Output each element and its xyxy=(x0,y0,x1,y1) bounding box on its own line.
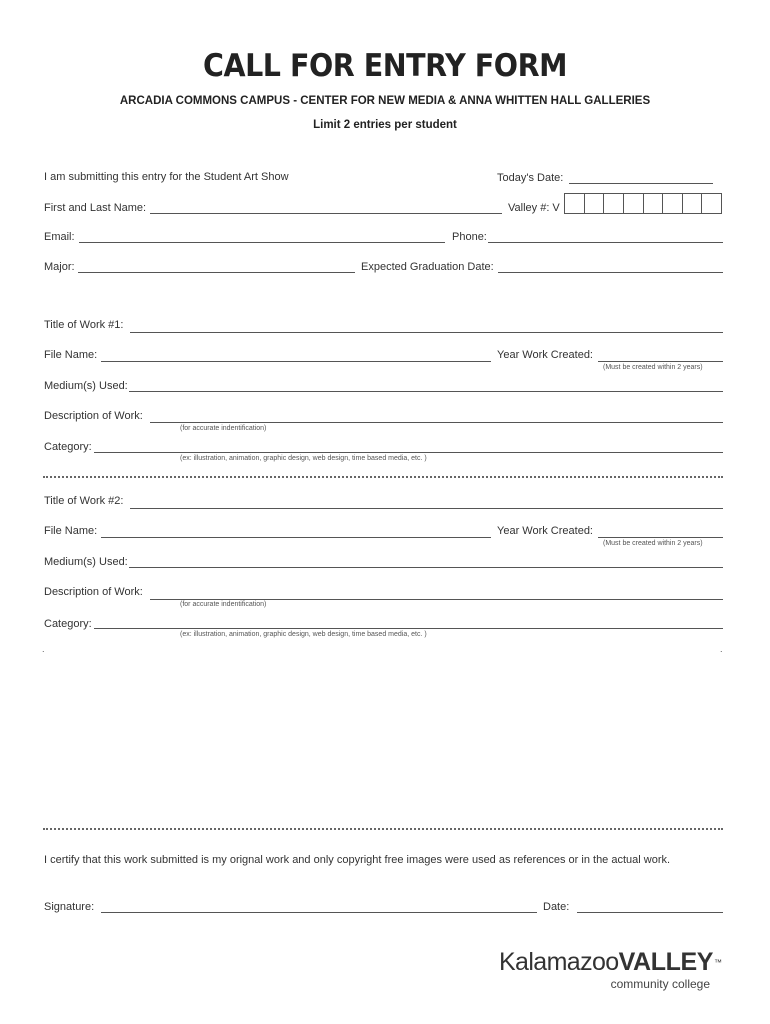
phone-field[interactable] xyxy=(488,242,723,243)
phone-label: Phone: xyxy=(452,231,487,243)
email-label: Email: xyxy=(44,231,75,243)
category-2-label: Category: xyxy=(44,618,92,630)
section-divider xyxy=(43,828,723,830)
description-2-field[interactable] xyxy=(150,599,723,600)
signature-date-label: Date: xyxy=(543,901,570,913)
todays-date-field[interactable] xyxy=(569,183,713,184)
valley-digit-box[interactable] xyxy=(603,194,623,213)
logo-wordmark xyxy=(499,950,722,975)
valley-digit-box[interactable] xyxy=(662,194,682,213)
category-2-field[interactable] xyxy=(94,628,723,629)
file-name-2-field[interactable] xyxy=(101,537,491,538)
corner-mark-right: . xyxy=(720,644,723,654)
signature-field[interactable] xyxy=(101,912,537,913)
description-2-note: (for accurate indentification) xyxy=(180,601,267,608)
graduation-date-label: Expected Graduation Date: xyxy=(361,261,494,273)
title-of-work-1-label: Title of Work #1: xyxy=(44,319,124,331)
year-created-1-note: (Must be created within 2 years) xyxy=(603,364,703,371)
section-divider xyxy=(43,476,723,478)
title-of-work-2-label: Title of Work #2: xyxy=(44,495,124,507)
logo-word-valley: VALLEY xyxy=(618,948,713,976)
logo-trademark: ™ xyxy=(714,958,722,967)
form-title: CALL FOR ENTRY FORM xyxy=(202,48,568,84)
major-field[interactable] xyxy=(78,272,355,273)
file-name-1-label: File Name: xyxy=(44,349,98,361)
entry-limit-note: Limit 2 entries per student xyxy=(313,119,457,131)
category-1-label: Category: xyxy=(44,441,92,453)
year-created-1-field[interactable] xyxy=(598,361,723,362)
major-label: Major: xyxy=(44,261,75,273)
category-1-note: (ex: illustration, animation, graphic design, web design, time based media, etc. ) xyxy=(180,455,427,462)
description-1-field[interactable] xyxy=(150,422,723,423)
valley-digit-box[interactable] xyxy=(584,194,604,213)
medium-2-field[interactable] xyxy=(129,567,723,568)
description-2-label: Description of Work: xyxy=(44,586,143,598)
intro-text: I am submitting this entry for the Student Art Show xyxy=(44,171,289,183)
description-1-note: (for accurate indentification) xyxy=(180,425,267,432)
signature-date-field[interactable] xyxy=(577,912,723,913)
file-name-2-label: File Name: xyxy=(44,525,98,537)
email-field[interactable] xyxy=(79,242,445,243)
title-of-work-1-field[interactable] xyxy=(130,332,723,333)
corner-mark-left: . xyxy=(42,644,45,654)
year-created-2-label: Year Work Created: xyxy=(497,525,593,537)
signature-label: Signature: xyxy=(44,901,95,913)
description-1-label: Description of Work: xyxy=(44,410,143,422)
college-logo xyxy=(499,950,722,991)
logo-tagline: community college xyxy=(610,977,710,991)
medium-1-field[interactable] xyxy=(129,391,723,392)
valley-digit-box[interactable] xyxy=(682,194,702,213)
valley-digit-box[interactable] xyxy=(623,194,643,213)
form-subtitle: ARCADIA COMMONS CAMPUS - CENTER FOR NEW MEDIA & ANNA WHITTEN HALL GALLERIES xyxy=(119,95,651,107)
todays-date-label: Today's Date: xyxy=(497,172,564,184)
valley-number-label: Valley #: V xyxy=(508,202,560,214)
title-of-work-2-field[interactable] xyxy=(130,508,723,509)
certification-statement: I certify that this work submitted is my orignal work and only copyright free images were used as references or in the actual work. xyxy=(44,854,671,866)
year-created-1-label: Year Work Created: xyxy=(497,349,593,361)
name-field[interactable] xyxy=(150,213,502,214)
year-created-2-field[interactable] xyxy=(598,537,723,538)
year-created-2-note: (Must be created within 2 years) xyxy=(603,540,703,547)
valley-digit-box[interactable] xyxy=(565,194,584,213)
logo-word-kalamazoo: Kalamazoo xyxy=(498,948,619,976)
file-name-1-field[interactable] xyxy=(101,361,491,362)
valley-number-boxes xyxy=(564,193,722,214)
valley-digit-box[interactable] xyxy=(701,194,721,213)
category-1-field[interactable] xyxy=(94,452,723,453)
medium-2-label: Medium(s) Used: xyxy=(44,556,128,568)
name-label: First and Last Name: xyxy=(44,202,147,214)
valley-digit-box[interactable] xyxy=(643,194,663,213)
graduation-date-field[interactable] xyxy=(498,272,723,273)
medium-1-label: Medium(s) Used: xyxy=(44,380,128,392)
category-2-note: (ex: illustration, animation, graphic design, web design, time based media, etc. ) xyxy=(180,631,427,638)
